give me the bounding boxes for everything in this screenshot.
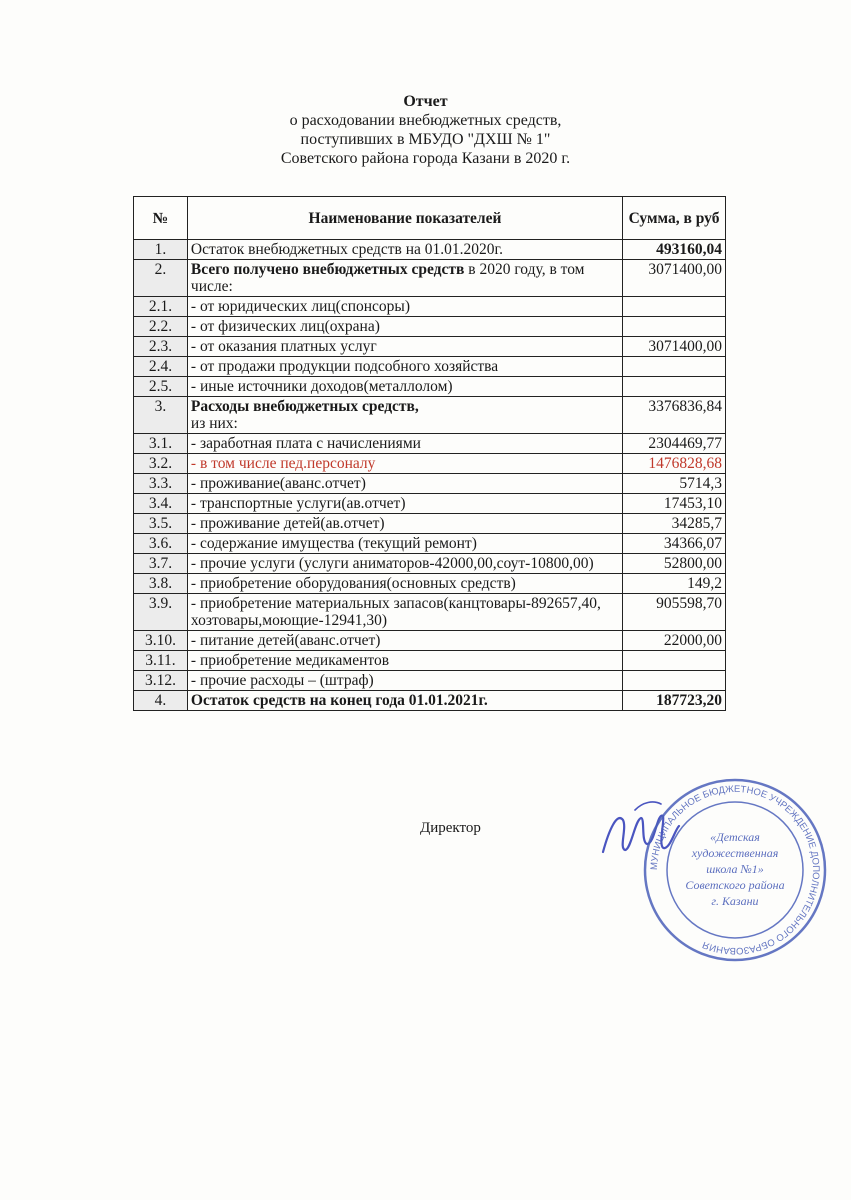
row-name: - от юридических лиц(спонсоры) bbox=[187, 297, 622, 317]
row-name: - иные источники доходов(металлолом) bbox=[187, 377, 622, 397]
row-name bbox=[187, 260, 622, 297]
row-sum: 1476828,68 bbox=[623, 454, 726, 474]
table-row bbox=[134, 260, 726, 297]
row-num: 3.2. bbox=[134, 454, 188, 474]
row-num: 2. bbox=[134, 260, 188, 297]
stamp-line: г. Казани bbox=[711, 894, 759, 908]
table-row bbox=[134, 651, 726, 671]
row-name: - от физических лиц(охрана) bbox=[187, 317, 622, 337]
report-subtitle-line3: Советского района города Казани в 2020 г. bbox=[280, 150, 571, 167]
table-row bbox=[134, 691, 726, 711]
row-name: - от оказания платных услуг bbox=[187, 337, 622, 357]
row-num: 1. bbox=[134, 240, 188, 260]
row-sum: 3376836,84 bbox=[623, 397, 726, 434]
report-subtitle-line2: поступивших в МБУДО "ДХШ № 1" bbox=[300, 131, 551, 148]
table-row bbox=[134, 434, 726, 454]
row-sum: 5714,3 bbox=[623, 474, 726, 494]
row-name: - приобретение медикаментов bbox=[187, 651, 622, 671]
row-sum bbox=[623, 317, 726, 337]
row-name: - транспортные услуги(ав.отчет) bbox=[187, 494, 622, 514]
table-row bbox=[134, 240, 726, 260]
row-name: - прочие расходы – (штраф) bbox=[187, 671, 622, 691]
row-name bbox=[187, 397, 622, 434]
row-name: Остаток внебюджетных средств на 01.01.2020г. bbox=[187, 240, 622, 260]
row-sum bbox=[623, 357, 726, 377]
table-row bbox=[134, 494, 726, 514]
table-row bbox=[134, 474, 726, 494]
table-row bbox=[134, 554, 726, 574]
table-row bbox=[134, 631, 726, 651]
col-name-header: Наименование показателей bbox=[187, 197, 622, 240]
report-subtitle-line1: о расходовании внебюджетных средств, bbox=[289, 112, 562, 129]
row-name-bold: Всего получено внебюджетных средств bbox=[190, 261, 465, 278]
row-name: - питание детей(аванс.отчет) bbox=[187, 631, 622, 651]
col-sum-header: Сумма, в руб bbox=[623, 197, 726, 240]
row-num: 3.1. bbox=[134, 434, 188, 454]
stamp-line: Советского района bbox=[685, 878, 785, 892]
row-name-rest: из них: bbox=[190, 415, 238, 432]
stamp-line: «Детская bbox=[710, 830, 760, 844]
row-name-bold: Расходы внебюджетных средств, bbox=[190, 398, 419, 415]
row-name: - проживание детей(ав.отчет) bbox=[187, 514, 622, 534]
row-name-rest: в 2020 году, в том числе: bbox=[190, 261, 585, 295]
report-header bbox=[0, 92, 851, 168]
row-sum: 3071400,00 bbox=[623, 260, 726, 297]
table-row bbox=[134, 594, 726, 631]
row-sum bbox=[623, 671, 726, 691]
row-num: 3.8. bbox=[134, 574, 188, 594]
table-row bbox=[134, 671, 726, 691]
row-name: - содержание имущества (текущий ремонт) bbox=[187, 534, 622, 554]
table-row bbox=[134, 357, 726, 377]
row-num: 3.6. bbox=[134, 534, 188, 554]
row-sum bbox=[623, 297, 726, 317]
table-row bbox=[134, 514, 726, 534]
col-num-header: № bbox=[134, 197, 188, 240]
row-num: 2.3. bbox=[134, 337, 188, 357]
row-sum: 52800,00 bbox=[623, 554, 726, 574]
row-name: - от продажи продукции подсобного хозяйства bbox=[187, 357, 622, 377]
report-table bbox=[133, 196, 726, 711]
row-sum bbox=[623, 377, 726, 397]
row-num: 3.4. bbox=[134, 494, 188, 514]
row-sum: 187723,20 bbox=[623, 691, 726, 711]
table-row bbox=[134, 317, 726, 337]
row-name: Остаток средств на конец года 01.01.2021г. bbox=[187, 691, 622, 711]
row-sum: 17453,10 bbox=[623, 494, 726, 514]
row-name: - заработная плата с начислениями bbox=[187, 434, 622, 454]
row-name: - в том числе пед.персоналу bbox=[187, 454, 622, 474]
row-num: 3.9. bbox=[134, 594, 188, 631]
row-sum: 34366,07 bbox=[623, 534, 726, 554]
row-num: 3. bbox=[134, 397, 188, 434]
table-row bbox=[134, 454, 726, 474]
table-row bbox=[134, 337, 726, 357]
row-num: 2.2. bbox=[134, 317, 188, 337]
row-num: 3.11. bbox=[134, 651, 188, 671]
row-num: 2.5. bbox=[134, 377, 188, 397]
director-label: Директор bbox=[420, 820, 481, 836]
row-sum bbox=[623, 651, 726, 671]
row-num: 3.12. bbox=[134, 671, 188, 691]
report-title: Отчет bbox=[403, 93, 448, 110]
stamp-line: художественная bbox=[691, 846, 779, 860]
row-num: 2.4. bbox=[134, 357, 188, 377]
row-sum: 149,2 bbox=[623, 574, 726, 594]
table-row bbox=[134, 297, 726, 317]
row-sum: 34285,7 bbox=[623, 514, 726, 534]
table-row bbox=[134, 377, 726, 397]
official-stamp bbox=[640, 775, 830, 965]
row-name: - приобретение материальных запасов(канцтовары-892657,40, хозтовары,моющие-12941,30) bbox=[187, 594, 622, 631]
row-num: 2.1. bbox=[134, 297, 188, 317]
row-name: - проживание(аванс.отчет) bbox=[187, 474, 622, 494]
row-sum: 493160,04 bbox=[623, 240, 726, 260]
row-num: 4. bbox=[134, 691, 188, 711]
row-num: 3.5. bbox=[134, 514, 188, 534]
table-row bbox=[134, 574, 726, 594]
row-sum: 3071400,00 bbox=[623, 337, 726, 357]
table-header-row bbox=[134, 197, 726, 240]
row-sum: 2304469,77 bbox=[623, 434, 726, 454]
row-num: 3.10. bbox=[134, 631, 188, 651]
row-sum: 905598,70 bbox=[623, 594, 726, 631]
table-row bbox=[134, 397, 726, 434]
row-name: - прочие услуги (услуги аниматоров-42000,00,соут-10800,00) bbox=[187, 554, 622, 574]
row-sum: 22000,00 bbox=[623, 631, 726, 651]
stamp-outer-text: МУНИЦИПАЛЬНОЕ БЮДЖЕТНОЕ УЧРЕЖДЕНИЕ ДОПОЛНИТЕЛЬНОГО ОБРАЗОВАНИЯ bbox=[648, 783, 822, 957]
table-row bbox=[134, 534, 726, 554]
row-num: 3.3. bbox=[134, 474, 188, 494]
row-name: - приобретение оборудования(основных средств) bbox=[187, 574, 622, 594]
stamp-line: школа №1» bbox=[706, 862, 764, 876]
row-num: 3.7. bbox=[134, 554, 188, 574]
